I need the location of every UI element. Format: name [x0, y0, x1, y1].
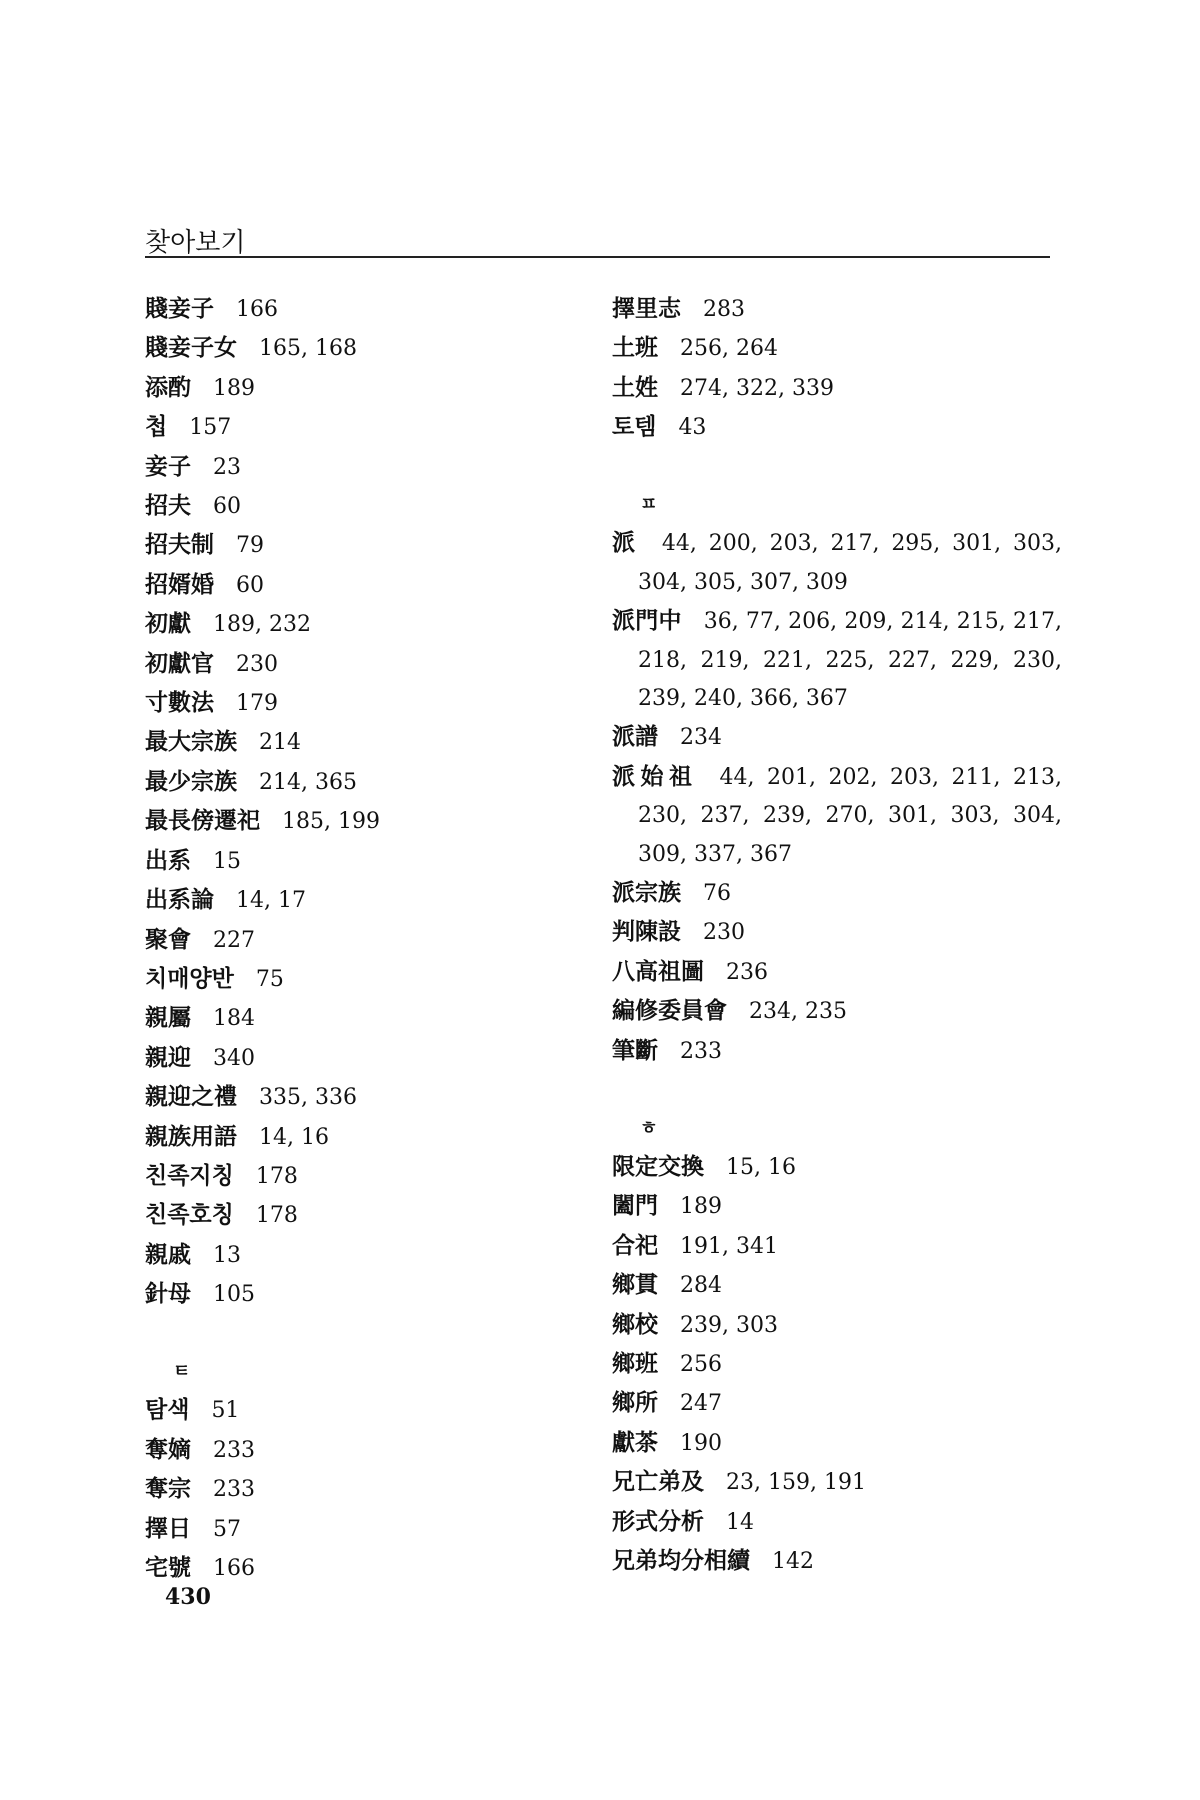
index-pages: 165, 168	[259, 336, 357, 362]
index-pages: 60	[236, 572, 264, 598]
index-term: 親迎	[145, 1044, 191, 1071]
index-entry	[145, 1157, 575, 1196]
index-term: 招夫	[145, 493, 191, 520]
index-pages: 14, 17	[236, 888, 306, 914]
index-entry	[145, 1391, 575, 1430]
index-term: 兄弟均分相續	[612, 1547, 750, 1574]
index-entry	[145, 369, 575, 408]
index-pages: 230	[703, 920, 745, 946]
index-entry	[145, 329, 575, 368]
index-entry	[145, 960, 575, 999]
index-entry	[612, 953, 1062, 992]
index-pages: 57	[213, 1516, 241, 1542]
index-pages: 44, 200, 203, 217, 295, 301, 303, 304, 305, 307, 309	[638, 531, 1063, 595]
entries-right-b	[612, 524, 1062, 1071]
index-pages: 236	[726, 959, 768, 985]
index-term: 派門中	[612, 608, 682, 635]
index-pages: 335, 336	[259, 1085, 357, 1111]
index-entry	[145, 408, 575, 447]
index-pages: 239, 303	[680, 1312, 778, 1338]
section-heading-h: ㅎ	[640, 1117, 658, 1139]
index-pages: 15	[213, 848, 241, 874]
index-pages: 23, 159, 191	[726, 1470, 866, 1496]
index-entry	[612, 408, 1062, 447]
index-entry	[612, 524, 1062, 602]
index-term: 派宗族	[612, 880, 681, 907]
index-pages: 233	[213, 1477, 255, 1503]
index-pages: 233	[680, 1038, 722, 1064]
page-number: 430	[165, 1584, 211, 1610]
index-term: 聚會	[145, 926, 191, 953]
index-term: 初獻	[145, 611, 191, 638]
index-entry	[612, 1424, 1062, 1463]
right-column	[612, 290, 1062, 1581]
index-entry	[145, 723, 575, 762]
index-term: 탐색	[145, 1397, 190, 1424]
index-term: 親迎之禮	[145, 1084, 237, 1111]
index-pages: 256, 264	[680, 336, 778, 362]
index-entry	[145, 1078, 575, 1117]
index-pages: 214	[259, 730, 301, 756]
index-entry	[145, 763, 575, 802]
index-term: 친족호칭	[145, 1202, 234, 1229]
index-entry	[612, 992, 1062, 1031]
index-term: 土班	[612, 335, 658, 362]
index-pages: 14	[726, 1509, 754, 1535]
index-term: 親戚	[145, 1241, 191, 1268]
index-entry	[145, 290, 575, 329]
index-term: 친족지칭	[145, 1162, 234, 1189]
index-entry	[145, 802, 575, 841]
left-column	[145, 290, 575, 1588]
index-term: 鄉班	[612, 1350, 658, 1377]
index-pages: 44, 201, 202, 203, 211, 213, 230, 237, 239, 270, 301, 303, 304, 309, 337, 367	[638, 764, 1062, 867]
index-entry	[145, 1510, 575, 1549]
index-pages: 191, 341	[680, 1233, 778, 1259]
index-pages: 247	[680, 1391, 722, 1417]
entries-right-c	[612, 1148, 1062, 1581]
index-pages: 256	[680, 1351, 722, 1377]
index-pages: 233	[213, 1437, 255, 1463]
index-term: 招婿婚	[145, 571, 214, 598]
index-entry	[612, 602, 1062, 718]
index-pages: 340	[213, 1045, 255, 1071]
index-pages: 178	[255, 1203, 298, 1229]
index-term: 첩	[145, 414, 168, 441]
index-pages: 43	[678, 415, 707, 441]
index-entry	[612, 369, 1062, 408]
index-entry	[145, 921, 575, 960]
index-term: 針母	[145, 1281, 191, 1308]
index-entry	[612, 758, 1062, 874]
index-term: 最少宗族	[145, 768, 237, 795]
index-pages: 274, 322, 339	[680, 375, 834, 401]
index-term: 筆斷	[612, 1037, 658, 1064]
index-term: 親屬	[145, 1005, 191, 1032]
index-pages: 79	[236, 533, 264, 559]
entries-left-a	[145, 290, 575, 1315]
index-term: 編修委員會	[612, 998, 727, 1025]
index-entry	[612, 1187, 1062, 1226]
running-head: 찾아보기	[145, 228, 246, 258]
index-term: 合祀	[612, 1232, 658, 1259]
index-term: 闔門	[612, 1193, 658, 1220]
index-term: 鄉貫	[612, 1272, 658, 1299]
index-entry	[612, 1306, 1062, 1345]
index-pages: 142	[772, 1548, 814, 1574]
index-term: 鄉校	[612, 1311, 658, 1338]
index-pages: 189	[213, 375, 255, 401]
index-pages: 189	[680, 1194, 722, 1220]
index-entry	[612, 1148, 1062, 1187]
index-term: 派始祖	[612, 763, 698, 790]
index-entry	[612, 718, 1062, 757]
index-term: 獻茶	[612, 1429, 658, 1456]
index-pages: 157	[189, 415, 232, 441]
index-entry	[612, 1032, 1062, 1071]
index-term: 擇日	[145, 1515, 191, 1542]
index-pages: 234, 235	[749, 999, 847, 1025]
index-pages: 75	[255, 966, 284, 992]
index-entry	[145, 881, 575, 920]
index-pages: 284	[680, 1273, 722, 1299]
index-term: 土姓	[612, 374, 658, 401]
index-entry	[612, 1384, 1062, 1423]
index-pages: 166	[213, 1555, 255, 1581]
index-entry	[145, 1431, 575, 1470]
index-term: 判陳設	[612, 919, 681, 946]
index-pages: 179	[236, 691, 278, 717]
entries-left-b	[145, 1391, 575, 1588]
index-term: 奪宗	[145, 1476, 191, 1503]
index-pages: 76	[703, 881, 731, 907]
index-pages: 190	[680, 1430, 722, 1456]
index-entry	[145, 566, 575, 605]
index-pages: 185, 199	[282, 809, 380, 835]
section-heading-t: ㅌ	[173, 1360, 191, 1382]
index-entry	[145, 1275, 575, 1314]
entries-right-a	[612, 290, 1062, 448]
index-entry	[145, 1549, 575, 1588]
index-pages: 166	[236, 297, 278, 322]
index-term: 賤妾子	[145, 296, 214, 322]
index-term: 賤妾子女	[145, 335, 237, 362]
index-term: 八高祖圖	[612, 958, 704, 985]
index-pages: 230	[236, 651, 278, 677]
index-term: 出系論	[145, 887, 214, 914]
index-pages: 184	[213, 1006, 255, 1032]
index-term: 鄉所	[612, 1390, 658, 1417]
index-term: 兄亡弟及	[612, 1469, 704, 1496]
index-term: 치매양반	[145, 965, 234, 992]
index-term: 토템	[612, 414, 657, 441]
index-entry	[145, 1196, 575, 1235]
index-pages: 234	[680, 725, 722, 751]
index-entry	[145, 1236, 575, 1275]
index-term: 奪嫡	[145, 1436, 191, 1463]
index-pages: 14, 16	[259, 1124, 329, 1150]
index-entry	[612, 329, 1062, 368]
index-entry	[612, 1542, 1062, 1581]
index-pages: 15, 16	[726, 1154, 796, 1180]
index-entry	[145, 1118, 575, 1157]
index-pages: 227	[213, 927, 255, 953]
index-entry	[145, 684, 575, 723]
index-term: 形式分析	[612, 1508, 704, 1535]
index-entry	[612, 1266, 1062, 1305]
index-entry	[612, 1503, 1062, 1542]
index-entry	[145, 1470, 575, 1509]
index-term: 最長傍遷祀	[145, 808, 260, 835]
index-term: 招夫制	[145, 532, 214, 559]
index-term: 妾子	[145, 453, 191, 480]
index-entry	[612, 874, 1062, 913]
index-entry	[145, 487, 575, 526]
index-term: 宅號	[145, 1554, 191, 1581]
index-pages: 189, 232	[213, 612, 311, 638]
index-pages: 283	[703, 297, 745, 322]
index-term: 擇里志	[612, 296, 681, 322]
index-entry	[145, 999, 575, 1038]
index-entry	[145, 605, 575, 644]
index-entry	[612, 290, 1062, 329]
index-term: 出系	[145, 847, 191, 874]
index-entry	[612, 1227, 1062, 1266]
section-heading-p: ㅍ	[640, 494, 658, 516]
index-pages: 214, 365	[259, 769, 357, 795]
index-entry	[612, 913, 1062, 952]
index-pages: 105	[213, 1282, 255, 1308]
index-pages: 36, 77, 206, 209, 214, 215, 217, 218, 219, 221, 225, 227, 229, 230, 239, 240, 366, 367	[638, 609, 1063, 712]
index-term: 派譜	[612, 724, 658, 751]
index-entry	[145, 842, 575, 881]
index-term: 初獻官	[145, 650, 214, 677]
index-term: 親族用語	[145, 1123, 237, 1150]
index-term: 派	[612, 530, 640, 557]
index-pages: 51	[211, 1398, 240, 1424]
index-entry	[612, 1345, 1062, 1384]
index-term: 添酌	[145, 374, 191, 401]
index-pages: 178	[255, 1163, 298, 1189]
header-rule	[145, 256, 1050, 258]
index-entry	[145, 1039, 575, 1078]
index-term: 最大宗族	[145, 729, 237, 756]
index-term: 限定交換	[612, 1153, 704, 1180]
index-entry	[145, 526, 575, 565]
index-term: 寸數法	[145, 690, 214, 717]
index-entry	[145, 448, 575, 487]
index-pages: 13	[213, 1242, 241, 1268]
index-pages: 23	[213, 454, 241, 480]
index-pages: 60	[213, 494, 241, 520]
index-entry	[145, 645, 575, 684]
index-entry	[612, 1463, 1062, 1502]
